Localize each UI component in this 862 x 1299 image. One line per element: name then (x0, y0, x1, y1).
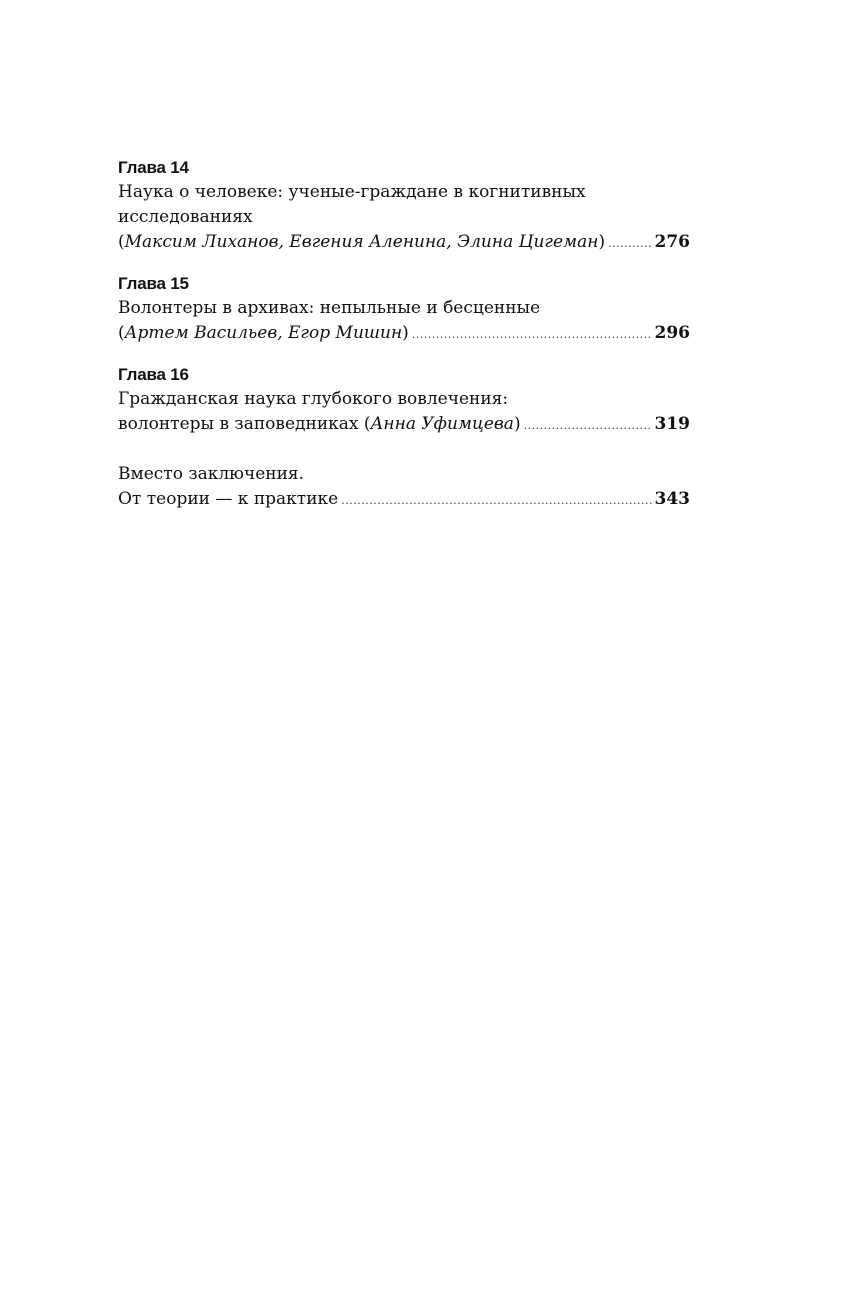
chapter-authors: Анна Уфимцева (370, 414, 514, 434)
chapter-label: Глава 15 (118, 274, 189, 293)
dot-leader (412, 322, 652, 347)
paren-close: ) (402, 323, 409, 343)
title-continuation: волонтеры в заповедниках ( (118, 414, 371, 434)
chapter-author-line (118, 230, 690, 256)
toc-entry-conclusion (118, 462, 690, 513)
chapter-label: Глава 16 (118, 365, 189, 384)
toc-entry-chapter-14 (118, 156, 690, 256)
paren-close: ) (513, 414, 521, 434)
dot-leader (524, 413, 652, 438)
chapter-author-line (118, 321, 690, 347)
page-number: 319 (654, 414, 690, 434)
spacer (118, 454, 690, 462)
dot-leader (608, 231, 651, 256)
chapter-title-line: Наука о человеке: ученые-граждане в когнитивных (118, 182, 586, 202)
author-line-text (118, 230, 605, 255)
toc-entry-chapter-15 (118, 272, 690, 347)
chapter-label: Глава 14 (118, 158, 189, 177)
paren-close: ) (598, 232, 606, 252)
paren-open: ( (118, 323, 125, 343)
conclusion-subtitle: От теории — к практике (118, 489, 339, 509)
table-of-contents (118, 156, 690, 529)
conclusion-title-line: Вместо заключения. (118, 464, 305, 484)
chapter-author-line (118, 412, 690, 438)
paren-open: ( (118, 232, 125, 252)
conclusion-subtitle-line (118, 487, 690, 513)
page-number: 296 (654, 323, 690, 343)
chapter-authors: Артем Васильев, Егор Мишин (124, 323, 403, 343)
dot-leader (341, 488, 651, 513)
author-line-text (118, 412, 521, 437)
chapter-title-line: исследованиях (118, 207, 253, 227)
page-number: 343 (654, 489, 690, 509)
page-number: 276 (654, 232, 690, 252)
chapter-authors: Максим Лиханов, Евгения Аленина, Элина Цигеман (124, 232, 599, 252)
toc-entry-chapter-16 (118, 363, 690, 438)
author-line-text (118, 321, 409, 346)
chapter-title-line: Гражданская наука глубокого вовлечения: (118, 389, 509, 409)
chapter-title-line: Волонтеры в архивах: непыльные и бесценные (118, 298, 541, 318)
